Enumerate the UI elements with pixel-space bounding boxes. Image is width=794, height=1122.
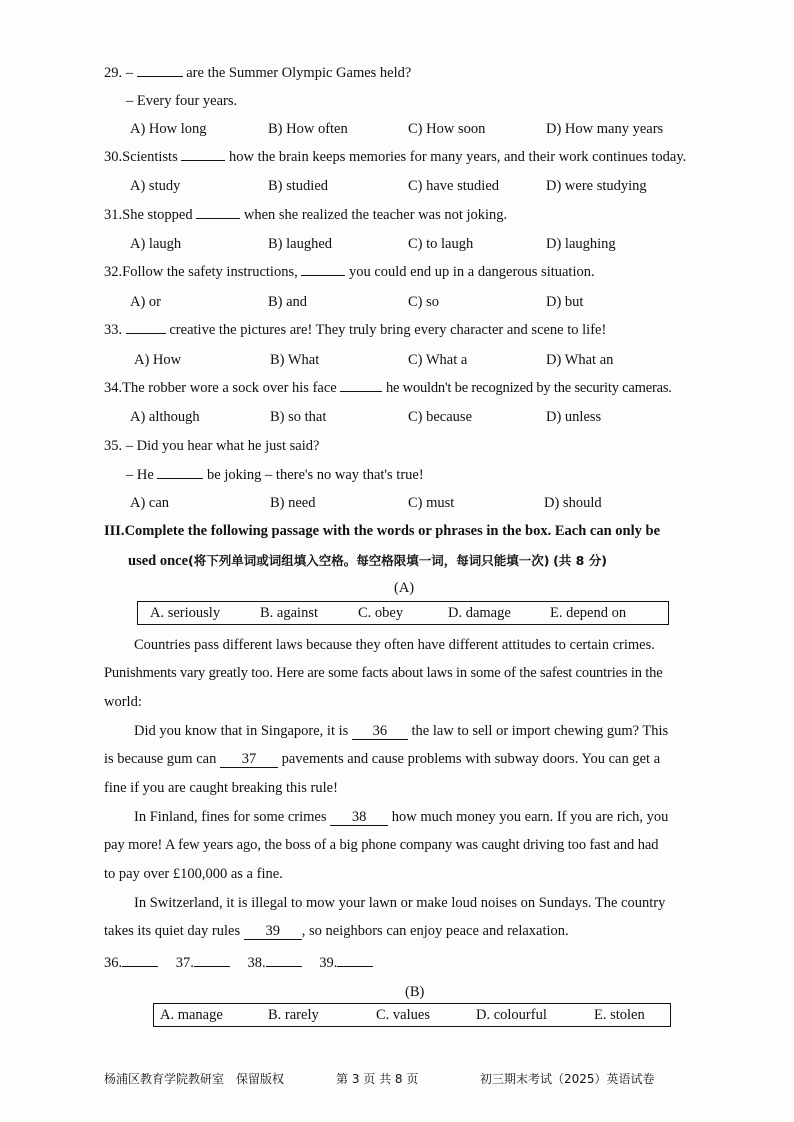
paragraph-3-line-2: pay more! A few years ago, the boss of a big phone company was caught driving too fast and had bbox=[104, 837, 659, 853]
answer-blank[interactable] bbox=[196, 217, 240, 219]
reply-text: be joking – there's no way that's true! bbox=[207, 467, 424, 483]
option-d[interactable]: D) laughing bbox=[546, 236, 616, 252]
option-c[interactable]: C) so bbox=[408, 294, 440, 310]
answer-blank[interactable] bbox=[194, 965, 230, 967]
paragraph-text: the law to sell or import chewing gum? This bbox=[411, 723, 669, 739]
option-c[interactable]: C) because bbox=[408, 409, 473, 425]
word-option: D. colourful bbox=[476, 1007, 547, 1023]
instruction-text: used once bbox=[128, 553, 189, 569]
option-b[interactable]: B) so that bbox=[270, 409, 327, 425]
answer-number: 36. bbox=[104, 955, 123, 971]
option-a[interactable]: A) How long bbox=[130, 121, 207, 137]
paragraph-1-line-1: Countries pass different laws because they often have different attitudes to certain crimes. bbox=[134, 637, 655, 653]
option-a[interactable]: A) How bbox=[134, 352, 182, 368]
paragraph-text: takes its quiet day rules bbox=[104, 923, 241, 939]
question-number: 31. bbox=[104, 207, 123, 223]
word-box-b bbox=[153, 1003, 671, 1027]
option-b[interactable]: B) laughed bbox=[268, 236, 333, 252]
option-d[interactable]: D) unless bbox=[546, 409, 602, 425]
paragraph-text: how much money you earn. If you are rich, you bbox=[391, 809, 669, 825]
blank-38[interactable]: 38 bbox=[330, 810, 388, 826]
question-number: 30. bbox=[104, 149, 123, 165]
word-option: C. values bbox=[376, 1007, 430, 1023]
option-d[interactable]: D) should bbox=[544, 495, 602, 511]
word-option: C. obey bbox=[358, 605, 404, 621]
stem-text: you could end up in a dangerous situation. bbox=[348, 264, 595, 280]
question-number: 29. bbox=[104, 65, 123, 81]
question-number: 35. bbox=[104, 438, 123, 454]
option-b[interactable]: B) need bbox=[270, 495, 316, 511]
answer-blank[interactable] bbox=[157, 477, 203, 479]
answer-number: 38. bbox=[247, 955, 266, 971]
paragraph-1-line-2: Punishments vary greatly too. Here are some facts about laws in some of the safest countries in the bbox=[104, 665, 663, 681]
score-label: (共 8 分) bbox=[553, 553, 607, 568]
answer-blank[interactable] bbox=[137, 75, 183, 77]
paragraph-3-line-3: to pay over £100,000 as a fine. bbox=[104, 866, 283, 882]
option-c[interactable]: C) What a bbox=[408, 352, 468, 368]
footer-right: 初三期末考试（2025）英语试卷 bbox=[480, 1072, 655, 1086]
question-35-reply bbox=[126, 467, 424, 484]
paragraph-2-line-3: fine if you are caught breaking this rule! bbox=[104, 780, 338, 796]
question-number: 33. bbox=[104, 322, 123, 338]
stem-text: are the Summer Olympic Games held? bbox=[186, 65, 412, 81]
part-b-label: (B) bbox=[405, 984, 425, 1000]
answer-blank[interactable] bbox=[266, 965, 302, 967]
option-d[interactable]: D) How many years bbox=[546, 121, 664, 137]
reply-text: – He bbox=[126, 467, 154, 483]
option-a[interactable]: A) although bbox=[130, 409, 200, 425]
answer-blank[interactable] bbox=[181, 159, 225, 161]
answer-blank[interactable] bbox=[122, 965, 158, 967]
answer-number: 37. bbox=[175, 955, 194, 971]
option-b[interactable]: B) studied bbox=[268, 178, 329, 194]
option-c[interactable]: C) must bbox=[408, 495, 455, 511]
paragraph-text: is because gum can bbox=[104, 751, 217, 767]
section-3-instruction bbox=[104, 523, 660, 540]
paragraph-text: pavements and cause problems with subway doors. You can get a bbox=[281, 751, 661, 767]
answer-blank[interactable] bbox=[126, 332, 166, 334]
stem-text: how the brain keeps memories for many years, and their work continues today. bbox=[228, 149, 687, 165]
blank-39[interactable]: 39 bbox=[244, 924, 302, 940]
option-b[interactable]: B) What bbox=[270, 352, 320, 368]
option-d[interactable]: D) were studying bbox=[546, 178, 647, 194]
word-box-a bbox=[137, 601, 669, 625]
paragraph-1-line-3: world: bbox=[104, 694, 142, 710]
blank-36[interactable]: 36 bbox=[352, 724, 408, 740]
stem-text: She stopped bbox=[122, 207, 193, 223]
question-30-stem bbox=[104, 149, 686, 166]
question-33-stem bbox=[104, 322, 606, 339]
part-a-label: (A) bbox=[394, 580, 415, 596]
footer-page-number: 第 3 页 共 8 页 bbox=[336, 1072, 419, 1086]
option-b[interactable]: B) How often bbox=[268, 121, 348, 137]
dash: – bbox=[125, 65, 133, 81]
stem-text: Scientists bbox=[122, 149, 178, 165]
paragraph-text: , so neighbors can enjoy peace and relaxation. bbox=[301, 923, 569, 939]
question-34-stem bbox=[104, 380, 672, 397]
word-option: E. depend on bbox=[550, 605, 627, 621]
option-d[interactable]: D) What an bbox=[546, 352, 614, 368]
stem-text: – Did you hear what he just said? bbox=[125, 438, 320, 454]
question-29-reply: – Every four years. bbox=[126, 93, 238, 109]
word-option: B. rarely bbox=[268, 1007, 319, 1023]
instruction-chinese: (将下列单词或词组填入空格。每空格限填一词，每词只能填一次) bbox=[188, 553, 550, 568]
option-c[interactable]: C) to laugh bbox=[408, 236, 474, 252]
stem-text: when she realized the teacher was not joking. bbox=[243, 207, 508, 223]
stem-text: creative the pictures are! They truly bring every character and scene to life! bbox=[169, 322, 607, 338]
answer-blank[interactable] bbox=[337, 965, 373, 967]
paragraph-4-line-1: In Switzerland, it is illegal to mow your lawn or make loud noises on Sundays. The country bbox=[134, 895, 666, 911]
question-number: 32. bbox=[104, 264, 123, 280]
paragraph-3-line-1 bbox=[134, 809, 668, 826]
stem-text: Follow the safety instructions, bbox=[122, 264, 298, 280]
word-option: A. manage bbox=[160, 1007, 223, 1023]
section-3-instruction-line-2 bbox=[128, 551, 607, 570]
option-c[interactable]: C) have studied bbox=[408, 178, 500, 194]
option-a[interactable]: A) can bbox=[130, 495, 170, 511]
paragraph-text: Did you know that in Singapore, it is bbox=[134, 723, 349, 739]
paragraph-2-line-2 bbox=[104, 751, 660, 768]
footer-left: 杨浦区教育学院教研室 保留版权 bbox=[104, 1072, 285, 1086]
paragraph-2-line-1 bbox=[134, 723, 668, 740]
question-number: 34. bbox=[104, 380, 123, 396]
option-a[interactable]: A) laugh bbox=[130, 236, 182, 252]
word-option: A. seriously bbox=[150, 605, 221, 621]
word-option: D. damage bbox=[448, 605, 511, 621]
question-29-stem bbox=[104, 65, 411, 82]
answer-line bbox=[104, 955, 373, 972]
question-31-stem bbox=[104, 207, 507, 224]
paragraph-4-line-2 bbox=[104, 923, 569, 940]
option-d[interactable]: D) but bbox=[546, 294, 584, 310]
paragraph-text: In Finland, fines for some crimes bbox=[134, 809, 327, 825]
answer-number: 39. bbox=[319, 955, 338, 971]
word-option: E. stolen bbox=[594, 1007, 645, 1023]
section-label: III. bbox=[104, 523, 125, 539]
stem-text: he wouldn't be recognized by the security cameras. bbox=[385, 380, 672, 396]
answer-blank[interactable] bbox=[340, 390, 382, 392]
question-32-stem bbox=[104, 264, 595, 281]
question-35-stem bbox=[104, 438, 319, 455]
option-a[interactable]: A) or bbox=[130, 294, 162, 310]
option-a[interactable]: A) study bbox=[130, 178, 181, 194]
option-b[interactable]: B) and bbox=[268, 294, 308, 310]
instruction-text: Complete the following passage with the words or phrases in the box. Each can only be bbox=[124, 523, 661, 539]
blank-37[interactable]: 37 bbox=[220, 752, 278, 768]
answer-blank[interactable] bbox=[301, 274, 345, 276]
stem-text: The robber wore a sock over his face bbox=[122, 380, 337, 396]
word-option: B. against bbox=[260, 605, 318, 621]
option-c[interactable]: C) How soon bbox=[408, 121, 486, 137]
